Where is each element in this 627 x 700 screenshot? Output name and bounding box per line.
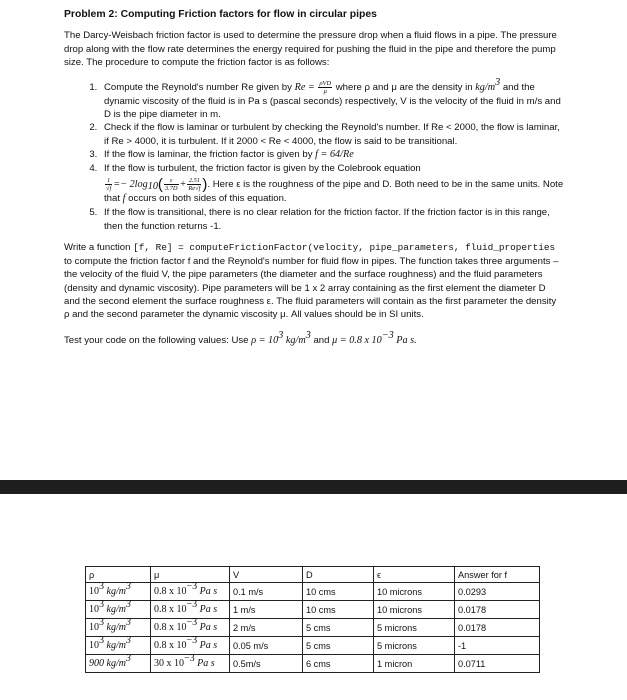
rho-exp: 3 <box>99 635 104 646</box>
mu-exp: −3 <box>184 653 195 664</box>
cell-v: 0.05 m/s <box>230 637 303 655</box>
step-1-tail: and the dynamic viscosity of the fluid is in Pa s (pascal seconds) respectively, V is the velocity of the fluid in m/s and D is the pipe diameter in m. <box>104 81 561 121</box>
rho-exp: 3 <box>99 599 104 610</box>
mu-base: 0.8 x 10 <box>154 640 187 651</box>
test-rho: ρ = 10 <box>251 334 279 346</box>
function-signature: [f, Re] = computeFrictionFactor(velocity, pipe_parameters, fluid_properties <box>133 242 556 254</box>
cell-rho <box>86 655 151 673</box>
term-1-den: 3.7D <box>164 185 178 193</box>
cell-mu <box>151 637 230 655</box>
step-1 <box>100 76 564 122</box>
cell-epsilon: 10 microns <box>374 601 455 619</box>
mu-exp: −3 <box>186 617 198 628</box>
mu-unit: Pa s <box>197 604 218 615</box>
step-4 <box>100 162 564 206</box>
mu-exp: −3 <box>186 599 198 610</box>
cell-epsilon: 10 microns <box>374 583 455 601</box>
colebrook-lhs <box>105 177 112 192</box>
cell-mu <box>151 619 230 637</box>
test-rho-exp: 3 <box>278 329 284 341</box>
table-row <box>86 601 540 619</box>
test-values-table <box>85 566 540 673</box>
cell-answer: 0.0178 <box>455 601 540 619</box>
mu-unit: Pa s <box>194 658 215 669</box>
cell-rho <box>86 619 151 637</box>
intro-paragraph: The Darcy-Weisbach friction factor is used to determine the pressure drop when a fluid flows in a pipe. The pressure drop along with the flow rate determines the energy required for pushing the fluid in the pipe and therefore the pump size. The procedure to compute the friction factor is as follows: <box>64 30 557 69</box>
separator-band <box>0 480 627 494</box>
problem-title: Problem 2: Computing Friction factors for flow in circular pipes <box>64 9 377 20</box>
rho-base: 900 kg/m <box>89 658 126 669</box>
colebrook-log: =− 2log <box>113 179 148 191</box>
cell-d: 10 cms <box>303 583 374 601</box>
rho-unit: kg/m <box>104 622 126 633</box>
test-mu-unit: Pa s. <box>393 334 417 346</box>
step-2: 2. Check if the flow is laminar or turbulent by checking the Reynold's number. If Re < 2000, the flow is laminar, if Re > 4000, it is turbulent. If it 2000 < Re < 4000, the flow is said to be transitional. <box>100 121 564 148</box>
rho-exp: 3 <box>99 581 104 592</box>
colebrook-plus: + <box>179 179 187 191</box>
step-1-lead: Compute the Reynold's number Re given by <box>104 81 295 93</box>
test-lead: Test your code on the following values: Use <box>64 334 252 346</box>
step-4-lead: If the flow is turbulent, the friction factor is given by the Colebrook equation <box>104 162 421 174</box>
cell-epsilon: 1 micron <box>374 655 455 673</box>
header-rho: ρ <box>86 567 151 583</box>
term-1-num: ε <box>164 177 179 185</box>
cell-mu <box>151 601 230 619</box>
header-answer: Answer for f <box>455 567 540 583</box>
reynolds-numerator: ρVD <box>319 79 332 87</box>
reynolds-formula: Re = <box>294 81 315 93</box>
table-header-row <box>86 567 540 583</box>
mu-base: 0.8 x 10 <box>154 604 187 615</box>
cell-epsilon: 5 microns <box>374 637 455 655</box>
mu-base: 0.8 x 10 <box>154 586 187 597</box>
cell-d: 10 cms <box>303 601 374 619</box>
rho-base: 10 <box>89 604 99 615</box>
term-2-num: 2.51 <box>188 177 200 185</box>
mu-unit: Pa s <box>197 586 218 597</box>
function-spec-paragraph <box>64 241 564 321</box>
rho-base: 10 <box>89 586 99 597</box>
table-row <box>86 619 540 637</box>
mu-base: 0.8 x 10 <box>154 622 187 633</box>
cell-answer: -1 <box>455 637 540 655</box>
cell-epsilon: 5 microns <box>374 619 455 637</box>
cell-v: 0.5m/s <box>230 655 303 673</box>
test-mu-exp: −3 <box>381 329 394 341</box>
colebrook-lhs-num: 1 <box>105 177 112 185</box>
colebrook-log-base: 10 <box>147 181 158 193</box>
test-and: and <box>310 334 333 346</box>
rho-base: 10 <box>89 640 99 651</box>
colebrook-term-2 <box>187 177 201 192</box>
table-row <box>86 637 540 655</box>
header-epsilon: ϵ <box>374 567 455 583</box>
paren-close: ) <box>202 175 208 193</box>
cell-v: 1 m/s <box>230 601 303 619</box>
mu-exp: −3 <box>186 581 198 592</box>
step-5: 5. If the flow is transitional, there is no clear relation for the friction factor. If the friction factor is in this range, then the function returns -1. <box>100 206 564 233</box>
rho-unit: kg/m <box>104 640 126 651</box>
table-row <box>86 583 540 601</box>
step-3-lead: If the flow is laminar, the friction factor is given by <box>104 149 316 161</box>
mu-base: 30 x 10 <box>154 658 184 669</box>
test-values-paragraph <box>64 329 564 347</box>
cell-d: 6 cms <box>303 655 374 673</box>
reynolds-denominator: μ <box>323 87 327 95</box>
colebrook-equation <box>104 177 564 205</box>
step-1-middle: where ρ and μ are the density in <box>333 81 476 93</box>
test-rho-unit: kg/m <box>283 334 306 346</box>
header-d: D <box>303 567 374 583</box>
procedure-list <box>64 76 564 234</box>
cell-rho <box>86 583 151 601</box>
f-symbol: f <box>122 193 126 205</box>
test-mu: μ = 0.8 x 10 <box>332 334 382 346</box>
problem-document <box>64 8 564 347</box>
function-spec-rest: to compute the friction factor f and the Reynold's number for fluid flow in pipes. The function takes three arguments – the velocity of the fluid V, the pipe parameters (the diameter and the surface roughness) and the fluid parameters (density and dynamic viscosity). Pipe parameters will be 1 x 2 array containing as the first element the diameter D and the second element the surface roughness ε. The fluid parameters will contain as the first parameter the density ρ and the second parameter the dynamic viscosity μ. All values should be in SI units. <box>64 255 559 321</box>
term-2-den: Re√f <box>188 185 201 193</box>
cell-answer: 0.0711 <box>455 655 540 673</box>
rho-unit: kg/m <box>104 586 126 597</box>
colebrook-term-1 <box>164 177 179 192</box>
table-row <box>86 655 540 673</box>
step-4-after-2: occurs on both sides of this equation. <box>125 193 287 205</box>
rho-unit-exp: 3 <box>125 599 131 610</box>
rho-exp: 3 <box>99 617 104 628</box>
laminar-formula: f = 64/Re <box>315 149 354 161</box>
rho-unit: kg/m <box>104 604 126 615</box>
cell-mu <box>151 583 230 601</box>
step-3 <box>100 148 564 161</box>
density-unit-exponent: 3 <box>495 76 501 88</box>
cell-rho <box>86 601 151 619</box>
density-unit: kg/m <box>475 81 496 93</box>
mu-unit: Pa s <box>197 640 218 651</box>
paren-open: ( <box>157 175 163 193</box>
header-mu: μ <box>151 567 230 583</box>
rho-base: 10 <box>89 622 99 633</box>
rho-unit-exp: 3 <box>125 635 131 646</box>
function-spec-lead: Write a function <box>64 242 134 254</box>
reynolds-fraction <box>318 80 332 95</box>
cell-rho <box>86 637 151 655</box>
rho-unit-exp: 3 <box>125 617 131 628</box>
cell-v: 2 m/s <box>230 619 303 637</box>
cell-mu <box>151 655 230 673</box>
rho-unit-exp: 3 <box>125 581 131 592</box>
cell-answer: 0.0293 <box>455 583 540 601</box>
mu-unit: Pa s <box>197 622 218 633</box>
rho-exp: 3 <box>125 653 131 664</box>
step-4-after: . Here ε is the roughness of the pipe and D. Both need to be in the same units. Note that <box>104 179 564 205</box>
mu-exp: −3 <box>186 635 198 646</box>
header-v: V <box>230 567 303 583</box>
cell-d: 5 cms <box>303 637 374 655</box>
colebrook-lhs-den: √f <box>106 185 112 193</box>
cell-answer: 0.0178 <box>455 619 540 637</box>
test-rho-unit-exp: 3 <box>305 329 311 341</box>
cell-d: 5 cms <box>303 619 374 637</box>
cell-v: 0.1 m/s <box>230 583 303 601</box>
